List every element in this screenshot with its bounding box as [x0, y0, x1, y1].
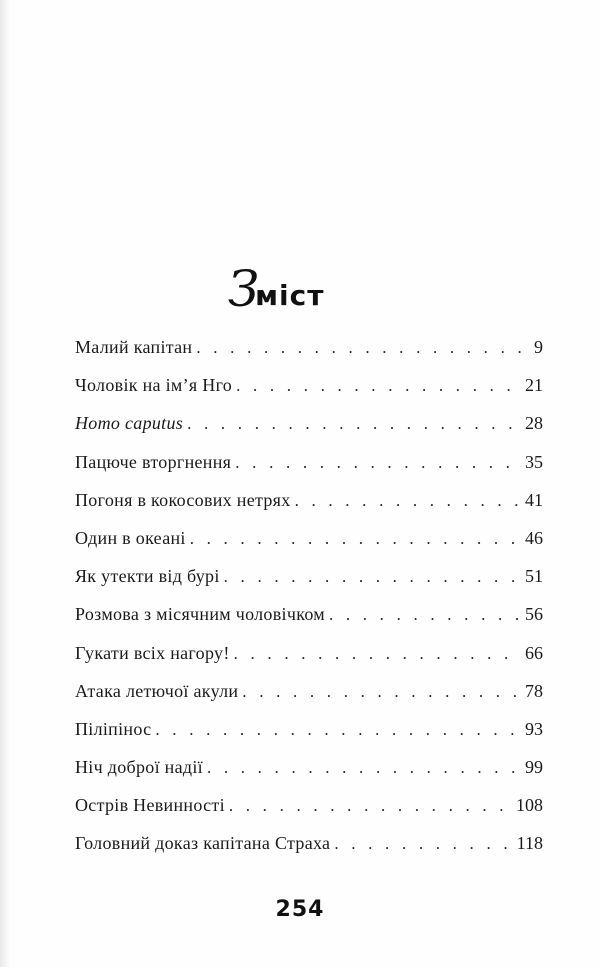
toc-entry-page: 28 [525, 413, 543, 434]
heading-rest: міст [255, 279, 325, 312]
dot-leader [190, 527, 521, 551]
toc-entry-title: Гукати всіх нагору! [75, 642, 230, 663]
dot-leader [155, 718, 521, 742]
toc-entry[interactable] [75, 755, 543, 793]
toc-entry-title: Один в океані [75, 527, 186, 548]
dot-leader [196, 336, 523, 360]
dot-leader [234, 642, 521, 666]
toc-entry-title: Пацюче вторгнення [75, 451, 232, 472]
dot-leader [235, 451, 521, 475]
toc-entry[interactable] [75, 488, 543, 526]
toc-entry[interactable] [75, 450, 543, 488]
toc-entry[interactable] [75, 335, 543, 373]
toc-entry-page: 78 [525, 680, 543, 701]
toc-entry[interactable] [75, 831, 543, 869]
heading-initial: З [228, 260, 260, 318]
dot-leader [236, 374, 521, 398]
toc-entry[interactable] [75, 373, 543, 411]
toc-entry-page: 21 [525, 375, 543, 396]
toc-entry-page: 56 [525, 604, 543, 625]
toc-entry[interactable] [75, 641, 543, 679]
toc-entry[interactable] [75, 526, 543, 564]
toc-entry-page: 51 [525, 566, 543, 587]
toc-entry-title: Атака летючої акули [75, 680, 239, 701]
toc-entry-page: 41 [525, 489, 543, 510]
toc-entry-page: 108 [516, 795, 543, 816]
toc-entry-title: Ніч доброї надії [75, 757, 203, 778]
table-of-contents [75, 335, 543, 870]
dot-leader [187, 412, 521, 436]
dot-leader [207, 756, 521, 780]
toc-entry[interactable] [75, 602, 543, 640]
contents-heading [228, 260, 325, 318]
toc-entry-page: 46 [525, 527, 543, 548]
toc-entry-title: Малий капітан [75, 337, 193, 357]
toc-entry-title: Чоловік на ім’я Нго [75, 375, 233, 396]
dot-leader [295, 489, 521, 513]
toc-entry-title: Погоня в кокосових нетрях [75, 489, 291, 510]
toc-entry[interactable] [75, 717, 543, 755]
toc-entry-page: 66 [525, 642, 543, 663]
toc-entry[interactable] [75, 793, 543, 831]
toc-entry[interactable] [75, 679, 543, 717]
toc-entry-title: Пiлiпiнос [75, 718, 152, 739]
toc-entry-page: 35 [525, 451, 543, 472]
toc-entry-page: 93 [525, 718, 543, 739]
page-edge-shadow [0, 0, 10, 967]
dot-leader [224, 565, 521, 589]
toc-entry-page: 9 [534, 337, 543, 357]
dot-leader [242, 680, 521, 704]
toc-entry-page: 99 [525, 757, 543, 778]
toc-entry[interactable] [75, 411, 543, 449]
toc-entry[interactable] [75, 564, 543, 602]
toc-entry-title: Острів Невинності [75, 795, 225, 816]
toc-entry-page: 118 [516, 833, 543, 854]
page-number: 254 [275, 897, 325, 922]
toc-entry-title: Homo caputus [75, 413, 184, 434]
toc-entry-title: Розмова з місячним чоловічком [75, 604, 325, 625]
toc-entry-title: Як утекти від бурі [75, 566, 220, 587]
dot-leader [329, 603, 521, 627]
dot-leader [334, 832, 512, 856]
toc-entry-title: Головний доказ капітана Страха [75, 833, 331, 854]
dot-leader [229, 794, 512, 818]
